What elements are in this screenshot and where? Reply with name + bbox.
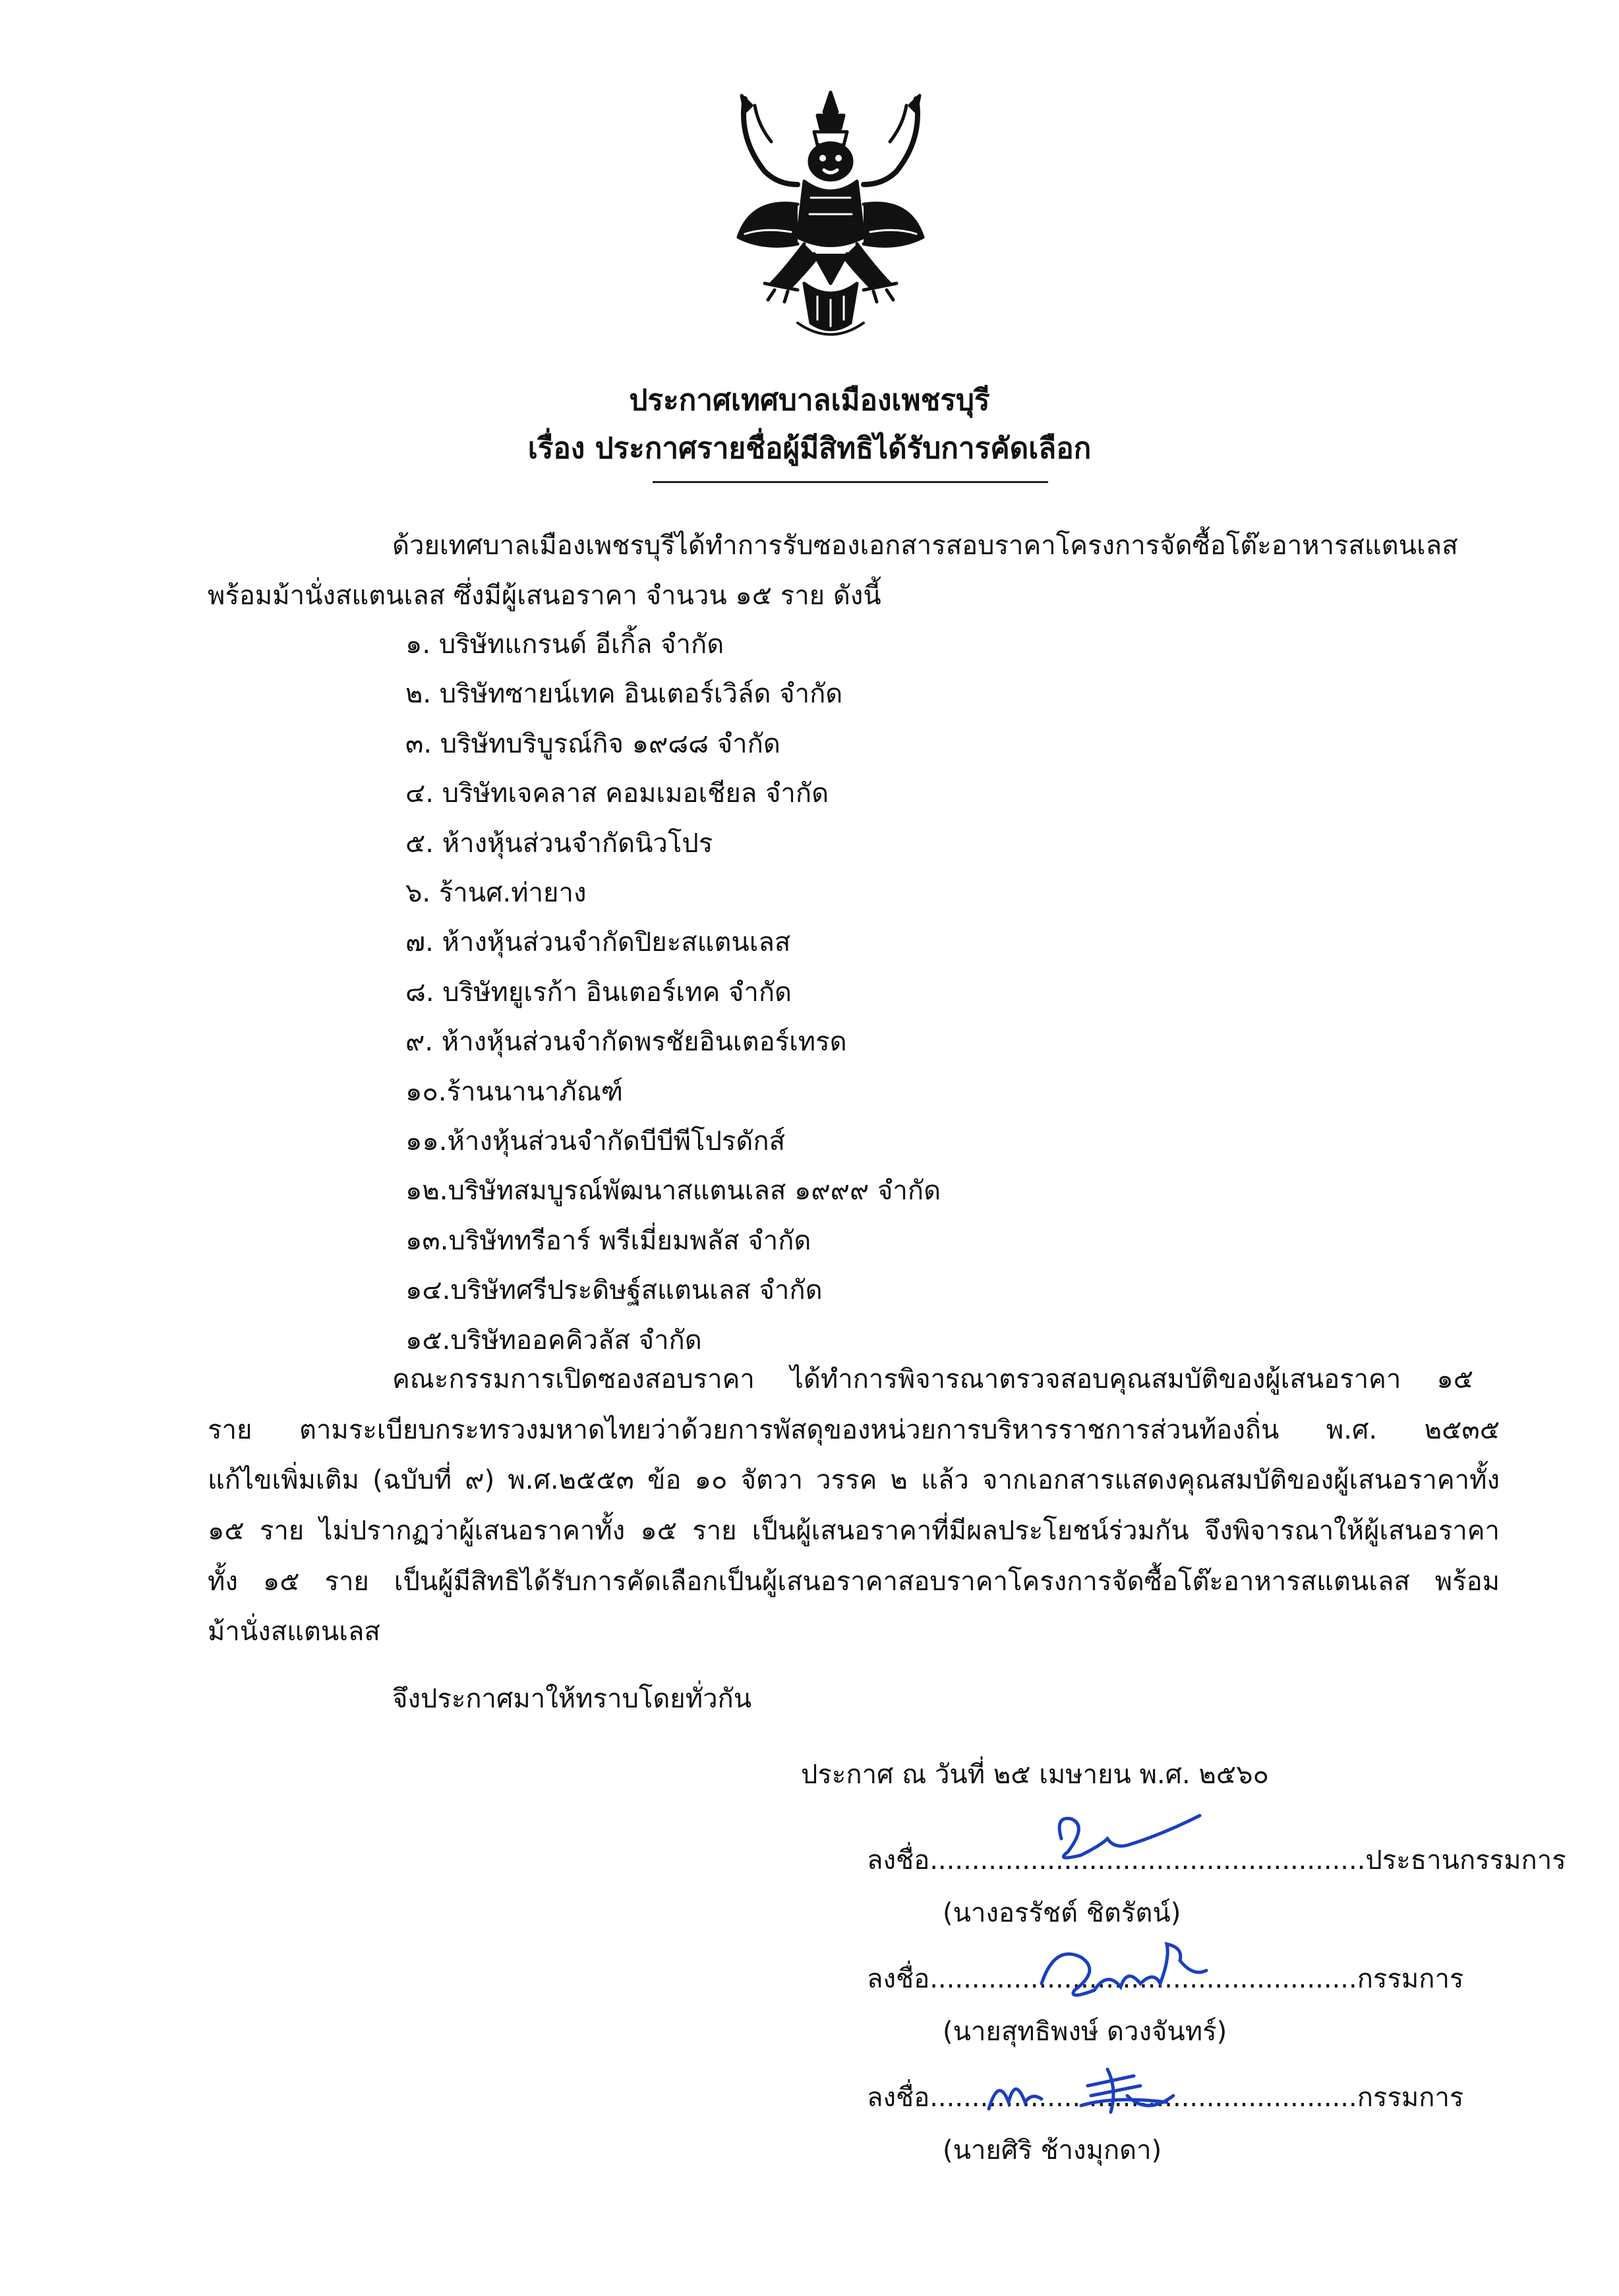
garuda-emblem-icon [725, 86, 936, 349]
bidder-item: ๑๕.บริษัทออคคิวลัส จำกัด [405, 1325, 702, 1356]
signature-line [867, 1839, 1566, 1881]
closing-line: จึงประกาศมาให้ทราบโดยทั่วกัน [392, 1684, 752, 1714]
bidder-item: ๑๓.บริษัททรีอาร์ พรีเมี่ยมพลัส จำกัด [405, 1225, 811, 1256]
signatory-name: (นายสุทธิพงษ์ ดวงจันทร์) [943, 2017, 1227, 2047]
bidder-item: ๖. ร้านศ.ท่ายาง [405, 878, 587, 908]
qualification-line: แก้ไขเพิ่มเติม (ฉบับที่ ๙) พ.ศ.๒๕๕๓ ข้อ ๑๐ จัตวา วรรค ๒ แล้ว จากเอกสารแสดงคุณสมบัติของผู้เสนอราคาทั้ง [208, 1465, 1500, 1495]
qualification-line: ราย ตามระเบียบกระทรวงมหาดไทยว่าด้วยการพัสดุของหน่วยการบริหารราชการส่วนท้องถิ่น พ.ศ. ๒๕๓๕ [208, 1415, 1500, 1445]
announcement-title: ประกาศเทศบาลเมืองเพชรบุรี [629, 384, 990, 417]
bidder-item: ๕. ห้างหุ้นส่วนจำกัดนิวโปร [405, 828, 713, 859]
bidder-item: ๑๐.ร้านนานาภัณฑ์ [405, 1076, 624, 1107]
signature-dots: .................................................... [929, 1845, 1366, 1876]
qualification-line: ม้านั่งสแตนเลส [208, 1617, 380, 1647]
signature-dots: ................................................... [929, 1964, 1357, 1994]
intro-line-2: พร้อมม้านั่งสแตนเลส ซึ่งมีผู้เสนอราคา จำนวน ๑๕ ราย ดังนี้ [208, 581, 881, 611]
qualification-line: ๑๕ ราย ไม่ปรากฏว่าผู้เสนอราคาทั้ง ๑๕ ราย เป็นผู้เสนอราคาที่มีผลประโยชน์ร่วมกัน จึงพิจารณาให้ผู้เสนอราคา [208, 1516, 1500, 1546]
bidder-item: ๔. บริษัทเจคลาส คอมเมอเชียล จำกัด [405, 778, 829, 809]
signatory-name: (นายศิริ ช้างมุกดา) [943, 2135, 1162, 2166]
signature-prefix: ลงชื่อ [867, 2082, 930, 2113]
signatory-name: (นางอรรัชต์ ชิตรัตน์) [943, 1898, 1181, 1928]
bidder-item: ๙. ห้างหุ้นส่วนจำกัดพรชัยอินเตอร์เทรด [405, 1027, 847, 1058]
bidder-item: ๑๑.ห้างหุ้นส่วนจำกัดบีบีพีโปรดักส์ [405, 1126, 785, 1157]
signature-role: กรรมการ [1357, 1964, 1464, 1994]
signature-role: กรรมการ [1357, 2082, 1464, 2113]
signature-dots: ................................................... [929, 2082, 1357, 2113]
signature-prefix: ลงชื่อ [867, 1964, 930, 1994]
announcement-subject: เรื่อง ประกาศรายชื่อผู้มีสิทธิได้รับการคัดเลือก [527, 432, 1092, 465]
bidder-item: ๒. บริษัทซายน์เทค อินเตอร์เวิล์ด จำกัด [405, 679, 843, 710]
bidder-item: ๑. บริษัทแกรนด์ อีเกิ้ล จำกัด [405, 629, 724, 660]
bidder-item: ๑๔.บริษัทศรีประดิษฐ์สแตนเลส จำกัด [405, 1275, 823, 1306]
signature-member-1-icon [1028, 1931, 1213, 2010]
signature-prefix: ลงชื่อ [867, 1845, 930, 1876]
qualification-line: คณะกรรมการเปิดซองสอบราคา ได้ทำการพิจารณาตรวจสอบคุณสมบัติของผู้เสนอราคา ๑๕ [392, 1364, 1473, 1394]
intro-line-1: ด้วยเทศบาลเมืองเพชรบุรีได้ทำการรับซองเอกสารสอบราคาโครงการจัดซื้อโต๊ะอาหารสแตนเลส [392, 531, 1458, 561]
bidder-item: ๓. บริษัทบริบูรณ์กิจ ๑๙๘๘ จำกัด [405, 728, 780, 759]
bidder-item: ๗. ห้างหุ้นส่วนจำกัดปิยะสแตนเลส [405, 927, 791, 958]
bidder-item: ๑๒.บริษัทสมบูรณ์พัฒนาสแตนเลส ๑๙๙๙ จำกัด [405, 1176, 941, 1207]
qualification-line: ทั้ง ๑๕ ราย เป็นผู้มีสิทธิได้รับการคัดเลือกเป็นผู้เสนอราคาสอบราคาโครงการจัดซื้อโต๊ะอาหารสแตนเลส พร้อม [208, 1566, 1500, 1597]
signature-role: ประธานกรรมการ [1365, 1845, 1566, 1876]
announcement-date: ประกาศ ณ วันที่ ๒๕ เมษายน พ.ศ. ๒๕๖๐ [801, 1760, 1269, 1790]
bidder-item: ๘. บริษัทยูเรก้า อินเตอร์เทค จำกัด [405, 977, 792, 1008]
signature-member-2-icon [976, 2056, 1193, 2122]
title-underline [653, 481, 1048, 483]
signature-chair-icon [1042, 1799, 1213, 1891]
